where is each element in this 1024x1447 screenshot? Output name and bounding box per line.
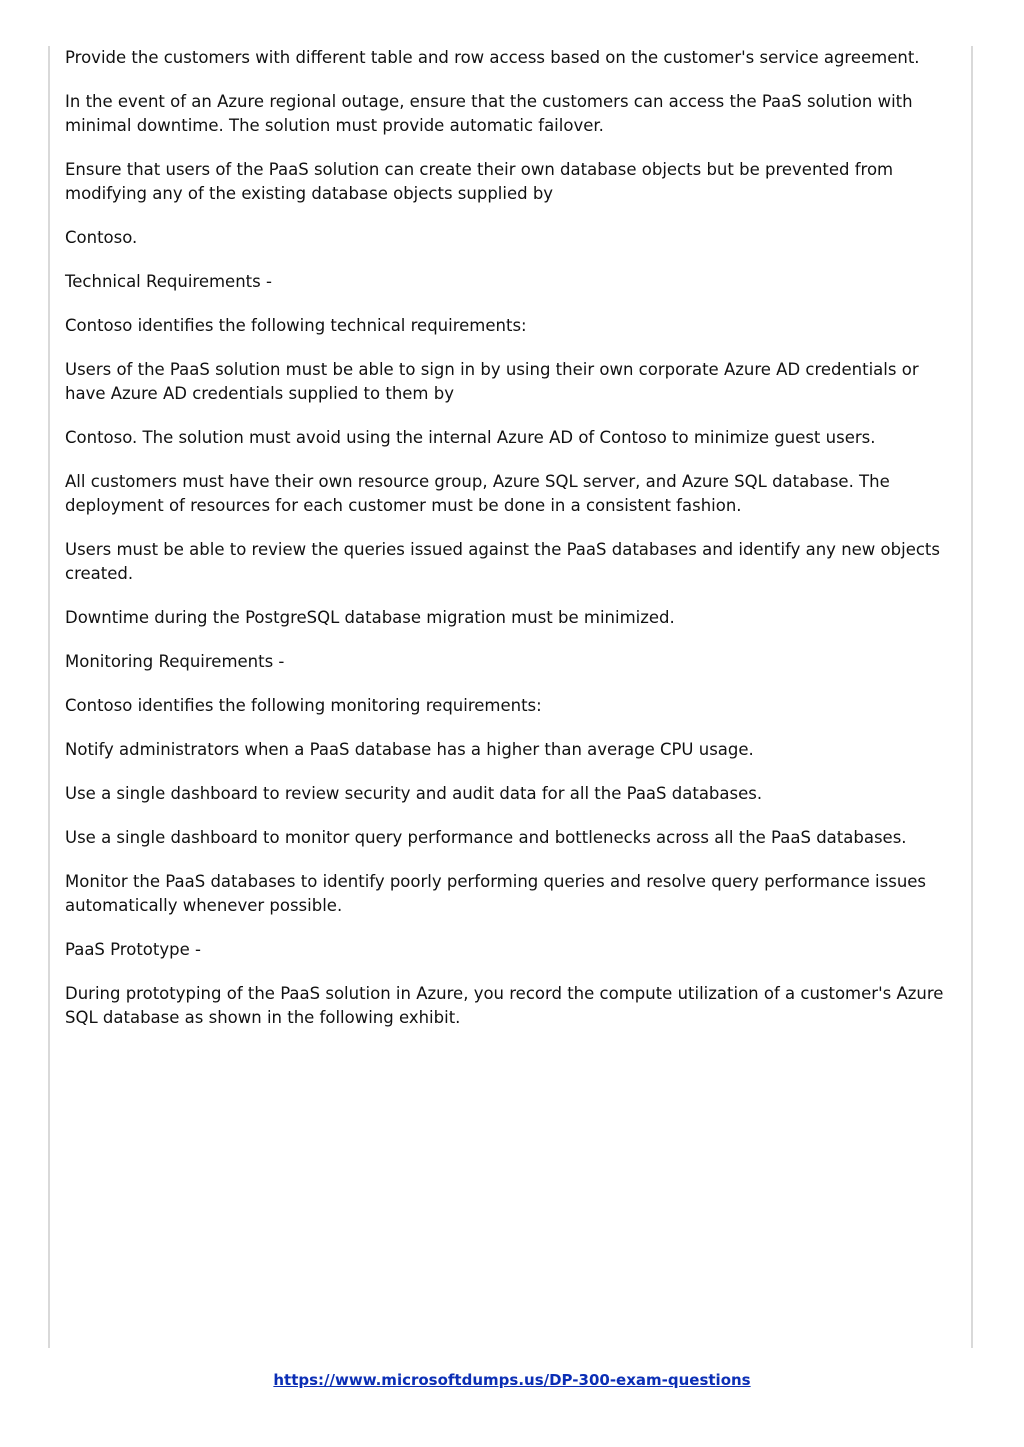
paragraph: In the event of an Azure regional outage, ensure that the customers can access the PaaS solution with minimal downtime. The solution must provide automatic failover. — [65, 92, 913, 135]
paragraph: During prototyping of the PaaS solution in Azure, you record the compute utilization of a customer's Azure SQL database as shown in the following exhibit. — [65, 984, 944, 1027]
paragraph: Downtime during the PostgreSQL database migration must be minimized. — [65, 608, 675, 627]
paragraph: All customers must have their own resource group, Azure SQL server, and Azure SQL database. The deployment of resources for each customer must be done in a consistent fashion. — [65, 472, 890, 515]
section-heading-technical-requirements: Technical Requirements - — [65, 272, 272, 291]
paragraph: Use a single dashboard to review security and audit data for all the PaaS databases. — [65, 784, 763, 803]
footer-link[interactable]: https://www.microsoftdumps.us/DP-300-exam-questions — [273, 1371, 751, 1389]
paragraph: Users of the PaaS solution must be able to sign in by using their own corporate Azure AD credentials or have Azure AD credentials supplied to them by — [65, 360, 919, 403]
paragraph: Contoso identifies the following technical requirements: — [65, 316, 527, 335]
paragraph: Contoso identifies the following monitoring requirements: — [65, 696, 542, 715]
paragraph: Ensure that users of the PaaS solution can create their own database objects but be prevented from modifying any of the existing database objects supplied by — [65, 160, 894, 203]
paragraph: Notify administrators when a PaaS database has a higher than average CPU usage. — [65, 740, 754, 759]
page-border-left — [48, 46, 50, 1348]
page-border-right — [971, 46, 973, 1348]
paragraph: Contoso. The solution must avoid using the internal Azure AD of Contoso to minimize guest users. — [65, 428, 876, 447]
paragraph: Provide the customers with different table and row access based on the customer's service agreement. — [65, 48, 920, 67]
document-body — [65, 46, 945, 1050]
section-heading-paas-prototype: PaaS Prototype - — [65, 940, 201, 959]
paragraph: Contoso. — [65, 228, 138, 247]
page-footer — [0, 1371, 1024, 1389]
paragraph: Users must be able to review the queries issued against the PaaS databases and identify any new objects created. — [65, 540, 940, 583]
paragraph: Monitor the PaaS databases to identify poorly performing queries and resolve query performance issues automatically whenever possible. — [65, 872, 927, 915]
section-heading-monitoring-requirements: Monitoring Requirements - — [65, 652, 285, 671]
paragraph: Use a single dashboard to monitor query performance and bottlenecks across all the PaaS databases. — [65, 828, 907, 847]
